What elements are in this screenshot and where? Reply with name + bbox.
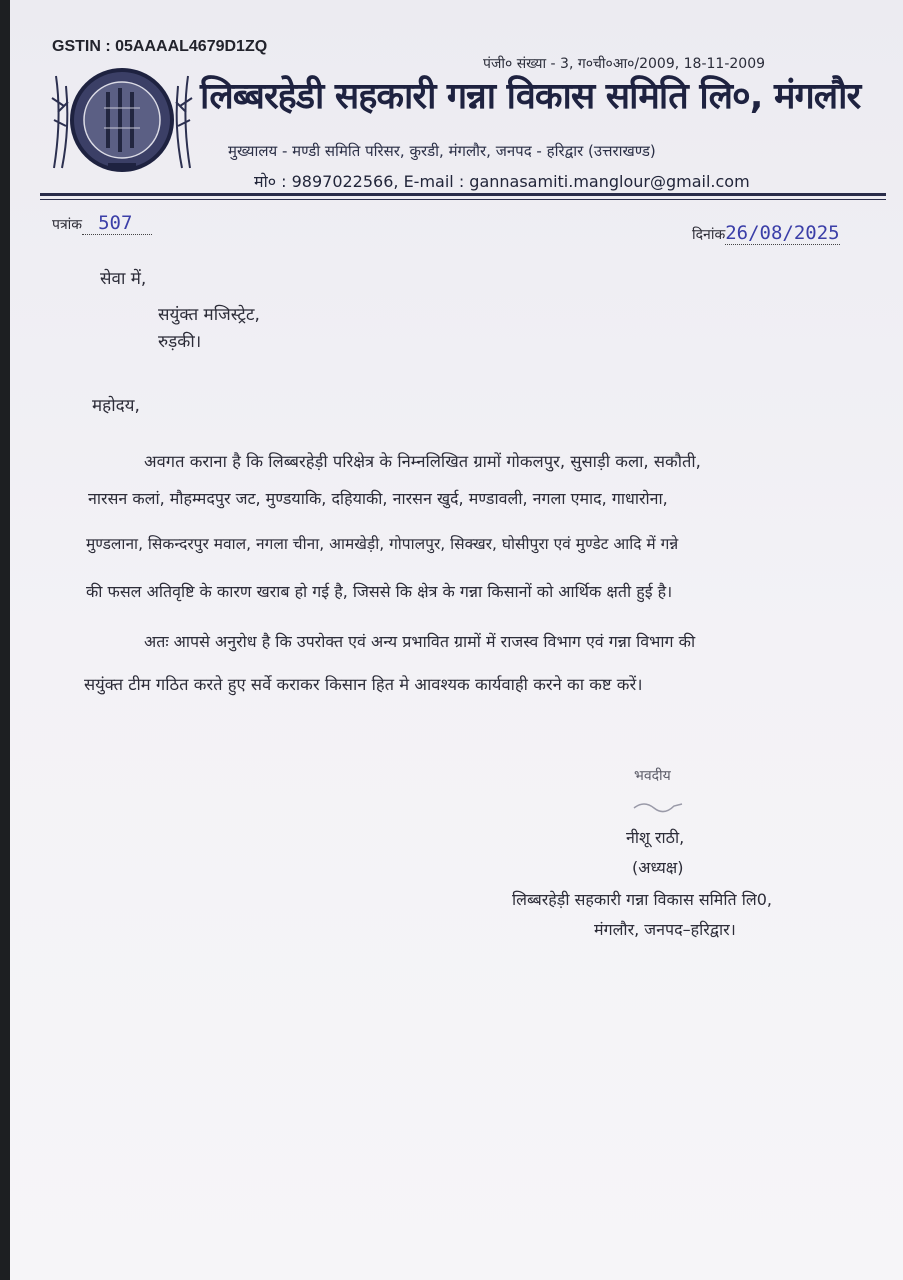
signatory-name: नीशू राठी, <box>626 828 685 847</box>
date-label: दिनांक <box>692 227 726 243</box>
organization-contact: मो० : 9897022566, E-mail : gannasamiti.manglour@gmail.com <box>254 172 750 191</box>
date-line <box>692 222 840 245</box>
signatory-location: मंगलौर, जनपद–हरिद्वार। <box>594 920 736 939</box>
reference-number: 507 <box>98 212 133 234</box>
addressee-designation: सयुंक्त मजिस्ट्रेट, <box>158 305 260 325</box>
reference-label: पत्रांक <box>52 217 83 233</box>
signatory-organization: लिब्बरहेड़ी सहकारी गन्ना विकास समिति लि0, <box>512 890 772 909</box>
paragraph2-line2: सयुंक्त टीम गठित करते हुए सर्वे कराकर किसान हित मे आवश्यक कार्यवाही करने का कष्ट करें। <box>84 675 643 694</box>
handwritten-signature-mark <box>630 796 690 816</box>
letterhead-rule-thick <box>40 193 886 196</box>
letterhead-rule-thin <box>40 199 886 200</box>
signatory-title: (अध्यक्ष) <box>632 858 684 877</box>
gstin-number: GSTIN : 05AAAAL4679D1ZQ <box>52 38 268 55</box>
society-emblem-logo <box>48 58 196 178</box>
paragraph1-line3: मुण्डलाना, सिकन्दरपुर मवाल, नगला चीना, आमखेड़ी, गोपालपुर, सिक्खर, घोसीपुरा एवं मुण्डेट आदि में गन्ने <box>86 535 679 553</box>
reference-line <box>52 212 152 235</box>
closing-word: भवदीय <box>634 768 671 784</box>
greeting: महोदय, <box>92 396 140 416</box>
date-value: 26/08/2025 <box>725 222 840 244</box>
organization-address: मुख्यालय - मण्डी समिति परिसर, कुरडी, मंगलौर, जनपद - हरिद्वार (उत्तराखण्ड) <box>228 142 656 160</box>
paragraph1-line1: अवगत कराना है कि लिब्बरहेड़ी परिक्षेत्र के निम्नलिखित ग्रामों गोकलपुर, सुसाड़ी कला, सकौती, <box>144 452 701 471</box>
paragraph1-line2: नारसन कलां, मौहम्मदपुर जट, मुण्डयाकि, दहियाकी, नारसन खुर्द, मण्डावली, नगला एमाद, गाधारोना, <box>88 489 668 508</box>
salutation-to: सेवा में, <box>100 269 147 289</box>
paragraph1-line4: की फसल अतिवृष्टि के कारण खराब हो गई है, जिससे कि क्षेत्र के गन्ना किसानों को आर्थिक क्षती हुई है। <box>86 582 673 601</box>
paragraph2-line1: अतः आपसे अनुरोध है कि उपरोक्त एवं अन्य प्रभावित ग्रामों में राजस्व विभाग एवं गन्ना विभाग की <box>144 632 696 651</box>
organization-name: लिब्बरहेडी सहकारी गन्ना विकास समिति लि०, मंगलौर <box>200 76 861 117</box>
addressee-place: रुड़की। <box>158 332 202 352</box>
registration-number: पंजी० संख्या - 3, ग०ची०आ०/2009, 18-11-2009 <box>483 56 766 72</box>
